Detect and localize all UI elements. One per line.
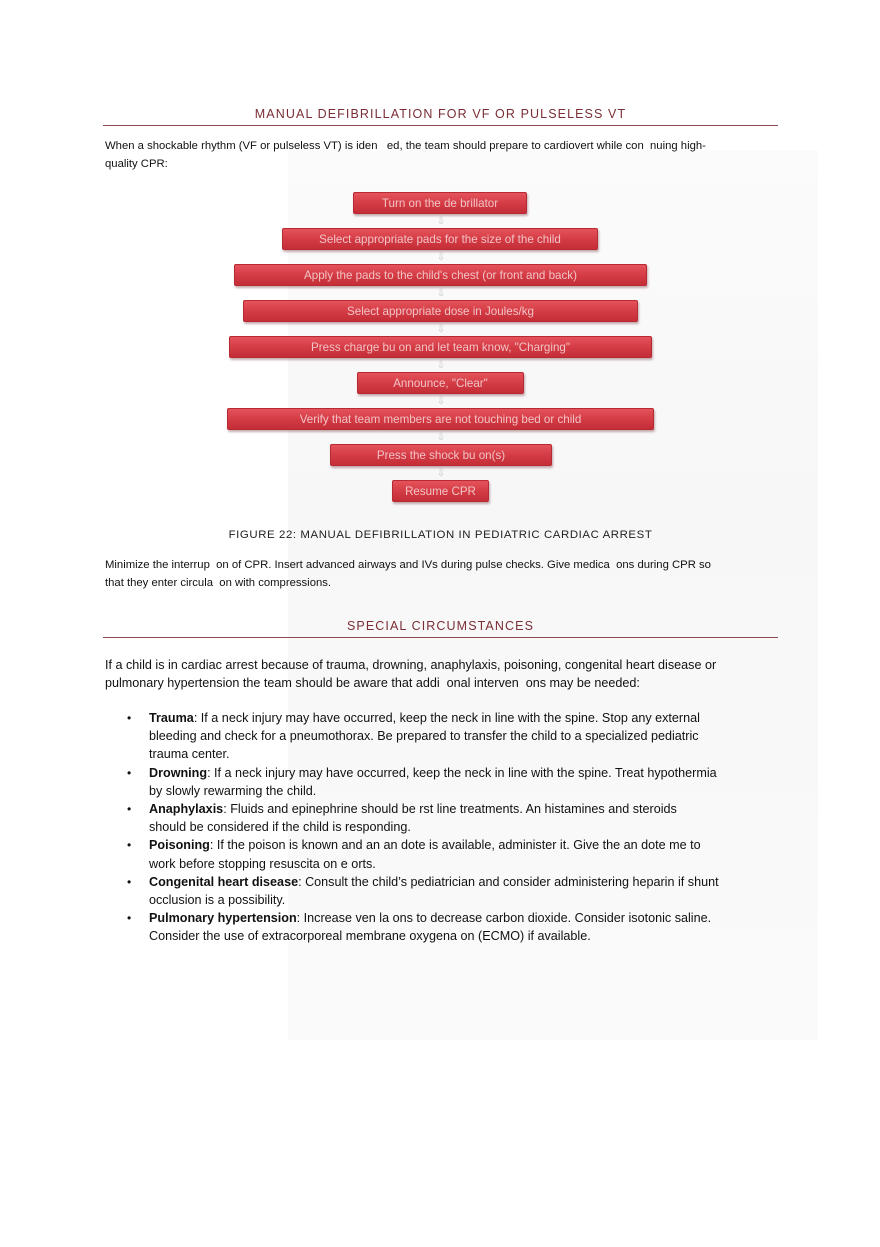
item-text: should be considered if the child is responding. xyxy=(149,820,411,835)
term-anaphylaxis: Anaphylaxis xyxy=(149,802,224,817)
item-text: trauma center. xyxy=(149,747,230,762)
item-text: Consider the use of extracorporeal membrane oxygena on (ECMO) if available. xyxy=(149,929,591,944)
section-heading-special: SPECIAL CIRCUMSTANCES xyxy=(346,619,535,633)
down-arrow-icon: ⇩ xyxy=(436,216,446,227)
down-arrow-icon: ⇩ xyxy=(436,396,446,407)
flow-step-resume-cpr: Resume CPR xyxy=(392,480,489,502)
item-text: : If a neck injury may have occurred, keep the neck in line with the spine. Stop any external xyxy=(193,711,700,725)
bullet-icon: • xyxy=(127,711,132,725)
flow-step-turn-on: Turn on the de brillator xyxy=(353,192,527,214)
flow-step-verify-clear: Verify that team members are not touching bed or child xyxy=(227,408,654,430)
flow-step-select-dose: Select appropriate dose in Joules/kg xyxy=(243,300,638,322)
item-text: by slowly rewarming the child. xyxy=(149,783,317,798)
special-intro-line-1: If a child is in cardiac arrest because of trauma, drowning, anaphylaxis, poisoning, congenital heart disease or xyxy=(105,658,717,672)
term-poisoning: Poisoning xyxy=(149,838,210,853)
item-text: : Fluids and epinephrine should be rst line treatments. An histamines and steroids xyxy=(223,802,677,817)
item-text: : If a neck injury may have occurred, keep the neck in line with the spine. Treat hypothermia xyxy=(207,765,717,780)
term-drowning: Drowning xyxy=(149,765,208,780)
down-arrow-icon: ⇩ xyxy=(436,288,446,299)
down-arrow-icon: ⇩ xyxy=(436,252,446,263)
bullet-icon: • xyxy=(127,765,132,780)
item-text: : If the poison is known and an an dote is available, administer it. Give the an dote me to xyxy=(209,838,701,853)
bullet-icon: • xyxy=(127,802,132,817)
flow-step-press-shock: Press the shock bu on(s) xyxy=(330,444,552,466)
item-text: : Increase ven la ons to decrease carbon dioxide. Consider isotonic saline. xyxy=(296,911,712,926)
flow-step-select-pads: Select appropriate pads for the size of the child xyxy=(282,228,598,250)
item-text: : Consult the child’s pediatrician and consider administering heparin if shunt xyxy=(298,874,719,889)
item-text: occlusion is a possibility. xyxy=(149,893,286,908)
flow-step-announce-clear: Announce, "Clear" xyxy=(357,372,524,394)
item-text: bleeding and check for a pneumothorax. Be prepared to transfer the child to a specialized pediatric xyxy=(149,729,699,744)
term-trauma: Trauma xyxy=(149,711,194,725)
bullet-icon: • xyxy=(127,838,132,853)
intro-line-2: quality CPR: xyxy=(105,157,168,170)
special-intro-line-2: pulmonary hypertension the team should be aware that addi onal interven ons may be needed: xyxy=(105,676,640,690)
flow-step-apply-pads: Apply the pads to the child's chest (or front and back) xyxy=(234,264,647,286)
post-figure-line-1: Minimize the interrup on of CPR. Insert advanced airways and IVs during pulse checks. Give medica ons during CPR so xyxy=(105,559,711,571)
section-heading-defibrillation: MANUAL DEFIBRILLATION FOR VF OR PULSELESS VT xyxy=(254,107,627,121)
term-congenital-heart-disease: Congenital heart disease xyxy=(149,874,299,889)
intro-line-1: When a shockable rhythm (VF or pulseless VT) is iden ed, the team should prepare to cardiovert while con nuing high- xyxy=(105,140,706,152)
figure-caption: FIGURE 22: MANUAL DEFIBRILLATION IN PEDIATRIC CARDIAC ARREST xyxy=(228,529,653,541)
down-arrow-icon: ⇩ xyxy=(436,360,446,371)
down-arrow-icon: ⇩ xyxy=(436,432,446,443)
term-pulmonary-hypertension: Pulmonary hypertension xyxy=(149,911,297,926)
bullet-icon: • xyxy=(127,911,132,926)
down-arrow-icon: ⇩ xyxy=(436,324,446,335)
flow-step-press-charge: Press charge bu on and let team know, "Charging" xyxy=(229,336,652,358)
post-figure-line-2: that they enter circula on with compressions. xyxy=(105,576,332,589)
down-arrow-icon: ⇩ xyxy=(436,468,446,479)
item-text: work before stopping resuscita on e orts. xyxy=(149,856,376,871)
bullet-icon: • xyxy=(127,874,132,889)
